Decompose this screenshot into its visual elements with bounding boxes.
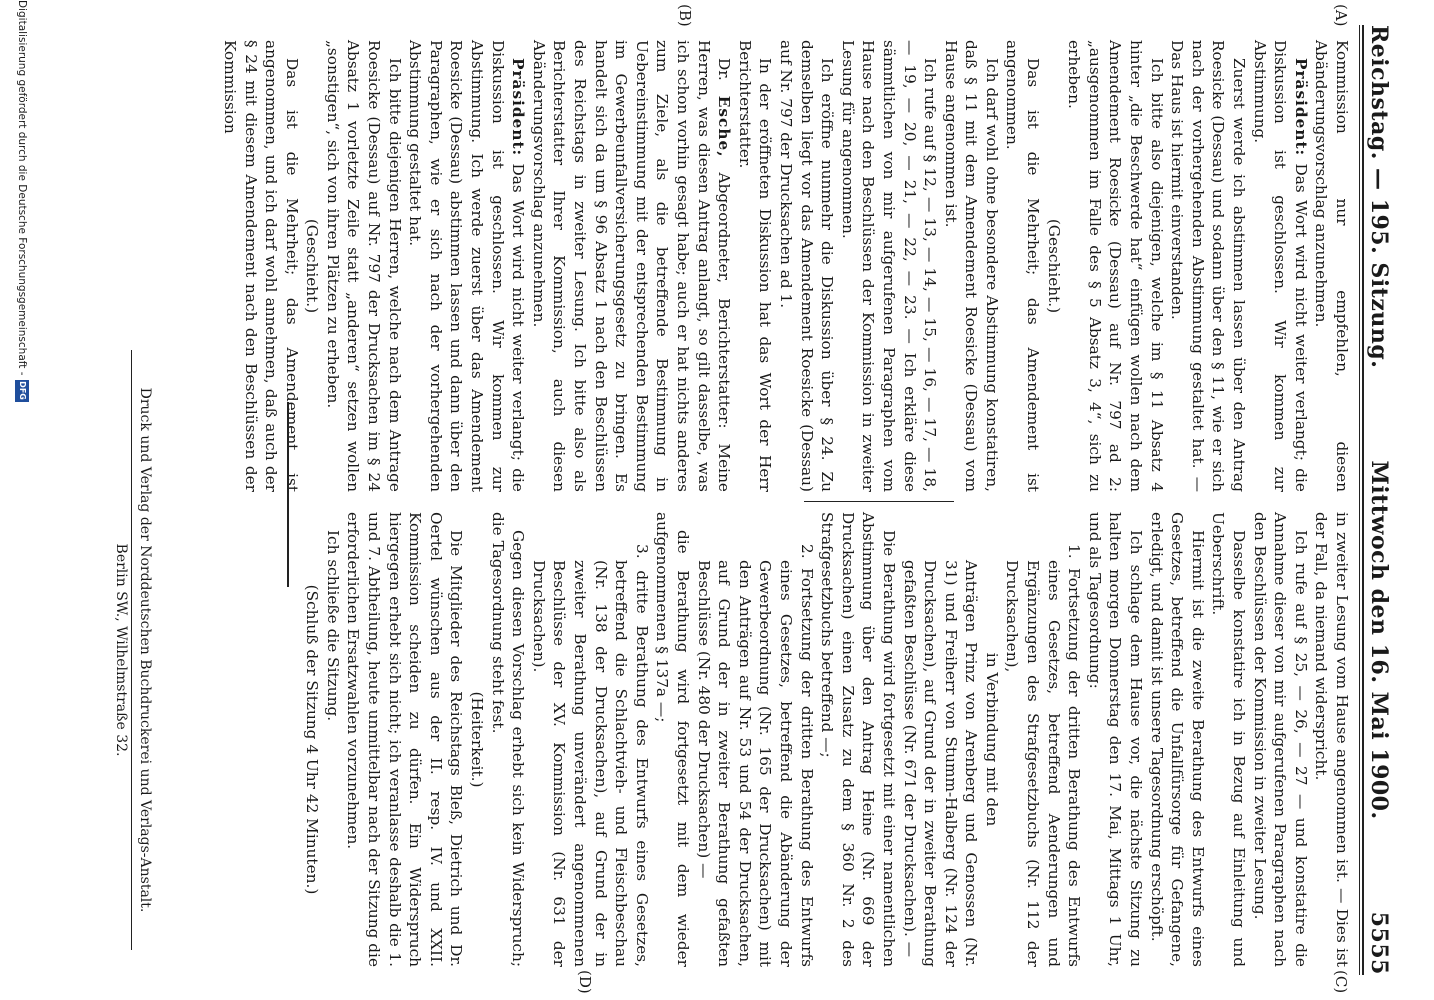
imprint-line: Druck und Verlag der Norddeutschen Buchdruckerei und Verlags-Anstalt.	[137, 387, 153, 913]
paragraph: Ich rufe auf § 25, — 26, — 27 — und konstatire die Annahme dieser von mir aufgerufenen Paragraphen nach den Beschlüssen der Kommission in zweiter Lesung.	[1250, 512, 1310, 967]
paragraph: Gegen diesen Vorschlag erhebt sich kein Widerspruch; die Tagesordnung steht fest.	[488, 512, 528, 967]
header-rule	[1362, 25, 1364, 975]
session-close: (Schluß der Sitzung 4 Uhr 42 Minuten.)	[303, 584, 322, 895]
paragraph: Ich schließe die Sitzung.	[323, 530, 342, 722]
paragraph: In der eröffneten Diskussion hat das Wort der Herr Berichterstatter.	[735, 40, 775, 492]
paragraph: Dasselbe konstatire ich in Bezug auf Einleitung und Ueberschrift.	[1209, 512, 1249, 967]
imprint-rule	[131, 350, 132, 950]
column-divider	[804, 501, 954, 502]
paragraph	[528, 40, 734, 492]
paragraph: Hiermit ist die zweite Berathung des Entwurfs eines Gesetzes, betreffend die Unfallfürsorge für Gefangene, erledigt, und damit ist unsere Tagesordnung erschöpft.	[1147, 512, 1207, 967]
dfg-logo-icon: DFG	[15, 380, 29, 402]
margin-marker-a: (A)	[1332, 4, 1350, 27]
digitization-text: Digitalisierung gefördert durch die Deutsche Forschungsgemeinschaft -	[16, 0, 28, 376]
paragraph: Ich bitte diejenigen Herren, welche nach dem Antrage Roesicke (Dessau) auf Nr. 797 der Drucksachen im § 24 Absatz 1 vorletzte Zeile statt „anderen“ setzen wollen „sonstigen“, sich von ihren Plätzen zu erheben.	[323, 40, 404, 492]
paragraph: Das ist die Mehrheit; das Amendement ist angenommen.	[1003, 40, 1043, 492]
paragraph	[1249, 40, 1311, 492]
paragraph: Die Berathung wird fortgesetzt mit einer namentlichen Abstimmung über den Antrag Heine (Nr. 669 der Drucksachen) einen Zusatz zu dem § 360 Nr. 2 des Strafgesetzbuchs betreffend —;	[818, 512, 898, 967]
imprint-address: Berlin SW., Wilhelmstraße 32.	[113, 543, 129, 757]
header-rule-thin	[1359, 25, 1360, 975]
header-title: Reichstag. — 195. Sitzung.	[1366, 25, 1392, 369]
agenda-subheading: in Verbindung mit den	[982, 652, 1001, 827]
paragraph: die Berathung wird fortgesetzt mit dem wieder aufgenommenen § 137a —;	[653, 512, 692, 967]
stage-direction: (Geschieht.)	[1044, 218, 1063, 314]
stage-direction: (Heiterkeit.)	[468, 691, 487, 788]
agenda-item: 1. Fortsetzung der dritten Berathung des Entwurfs eines Gesetzes, betreffend Aenderungen und Ergänzungen des Strafgesetzbuchs (Nr. 112 der Drucksachen),	[1003, 544, 1084, 967]
paragraph: Ich rufe auf § 12, — 13, — 14, — 15, — 16, — 17, — 18, — 19, — 20, — 21, — 22, — 23. — Ich erkläre diese sämmtlichen von mir aufgerufenen Paragraphen vom Hause nach den Beschlüssen der Kommission in zweiter Lesung für angenommen.	[838, 40, 940, 492]
header-date: Mittwoch den 16. Mai 1900.	[1366, 460, 1392, 820]
paragraph: Zuerst werde ich abstimmen lassen über den Antrag Roesicke (Dessau) und sodann über den § 11, wie er sich nach der vorhergehenden Abstimmung gestaltet hat. — Das Haus ist hiermit einverstanden.	[1168, 40, 1249, 492]
page-number: 5555	[1366, 911, 1392, 975]
paragraph: in zweiter Lesung vom Hause angenommen ist. — Dies ist der Fall, da niemand widerspricht.	[1312, 512, 1351, 967]
stage-direction: (Geschieht.)	[303, 218, 322, 314]
paragraph: Das ist die Mehrheit; das Amendement ist angenommen, und ich darf wohl annehmen, daß auch der § 24 mit diesem Amendement nach den Beschlüssen der Kommission	[220, 40, 301, 492]
speaker-title: Dr.	[715, 58, 734, 81]
paragraph: Ich bitte also diejenigen, welche im § 11 Absatz 4 hinter „die Beschwerde hat“ einfügen wollen nach dem Amendement Roesicke (Dessau) auf Nr. 797 ad 2: „ausgenommen im Falle des § 5 Absatz 3, 4“, sich zu erheben.	[1065, 40, 1166, 492]
end-rule	[287, 402, 289, 587]
left-column	[219, 40, 1352, 492]
printer-imprint	[112, 350, 154, 950]
paragraph: Ich darf wohl ohne besondere Abstimmung konstatiren, daß § 11 mit dem Amendement Roesicke (Dessau) vom Hause angenommen ist.	[941, 40, 1001, 492]
paragraph: Kommission nur empfehlen, diesen Abänderungsvorschlag anzunehmen.	[1312, 40, 1351, 492]
agenda-item: 3. dritte Berathung des Entwurfs eines Gesetzes, betreffend die Schlachtvieh- und Fleischbeschau (Nr. 138 der Drucksachen), auf Grund der in zweiter Berathung unverändert angenommenen Beschlüsse der XV. Kommission (Nr. 631 der Drucksachen).	[529, 544, 651, 967]
speech-text: Abgeordneter, Berichterstatter: Meine Herren, was diesen Antrag anlangt, so gilt dasselbe, was ich schon vorhin gesagt habe; auch er hat nichts anderes zum Ziele, als die betreffende Bestimmung in Uebereinstimmung mit der entsprechenden Bestimmung im Gewerbeunfallversicherungsgesetz zu bringen. Es handelt sich da um § 96 Absatz 1 nach den Beschlüssen des Reichstags in zweiter Lesung. Ich bitte also als Berichterstatter Ihrer Kommission, auch diesen Abänderungsvorschlag anzunehmen.	[529, 40, 734, 492]
paragraph	[405, 40, 529, 492]
paragraph: Die Mitglieder des Reichstags Bleß, Dietrich und Dr. Oertel wünschen aus der II. resp. IV. und XXII. Kommission scheiden zu dürfen. Ein Widerspruch hiergegen erhebt sich nicht; ich veranlasse deshalb die 1. und 7. Abtheilung, heute unmittelbar nach der Sitzung die erforderlichen Ersatzwahlen vorzunehmen.	[344, 512, 466, 967]
paragraph: Ich eröffne nunmehr die Diskussion über § 24. Zu demselben liegt vor das Amendement Roesicke (Dessau) auf Nr. 797 der Drucksachen ad 1.	[776, 40, 837, 492]
speaker-name: Präsident:	[1291, 58, 1310, 157]
margin-marker-c: (C)	[1332, 970, 1350, 994]
agenda-item-continuation: Anträgen Prinz von Arenberg und Genossen (Nr. 31) und Freiherr von Stumm-Halberg (Nr. 124 der Drucksachen), auf Grund der in zweiter Berathung gefaßten Beschlüsse (Nr. 671 der Drucksachen). —	[900, 560, 981, 967]
speech-text: Das Wort wird nicht weiter verlangt; die Diskussion ist geschlossen. Wir kommen zur Abstimmung. Ich werde zuerst über das Amendement Roesicke (Dessau) abstimmen lassen und dann über den Paragraphen, wie er sich nach der vorhergehenden Abstimmung gestaltet hat.	[406, 40, 528, 492]
margin-marker-b: (B)	[676, 4, 694, 27]
speaker-name: Präsident:	[509, 58, 528, 157]
speaker-name: Esche,	[715, 95, 734, 158]
right-column	[302, 512, 1352, 967]
digitization-credit	[15, 0, 29, 402]
page-header	[1366, 25, 1414, 975]
paragraph: Ich schlage dem Hause vor, die nächste Sitzung zu halten morgen Donnerstag den 17. Mai, Mittags 1 Uhr, und als Tagesordnung:	[1085, 512, 1146, 967]
margin-marker-d: (D)	[576, 970, 594, 994]
speech-text: Das Wort wird nicht weiter verlangt; die Diskussion ist geschlossen. Wir kommen zur Abstimmung.	[1250, 40, 1310, 492]
agenda-item: 2. Fortsetzung der dritten Berathung des Entwurfs eines Gesetzes, betreffend die Abänderung der Gewerbeordnung (Nr. 165 der Drucksachen) mit den Anträgen auf Nr. 53 und 54 der Drucksachen, auf Grund der in zweiter Berathung gefaßten Beschlüsse (Nr. 480 der Drucksachen) —	[694, 544, 816, 967]
